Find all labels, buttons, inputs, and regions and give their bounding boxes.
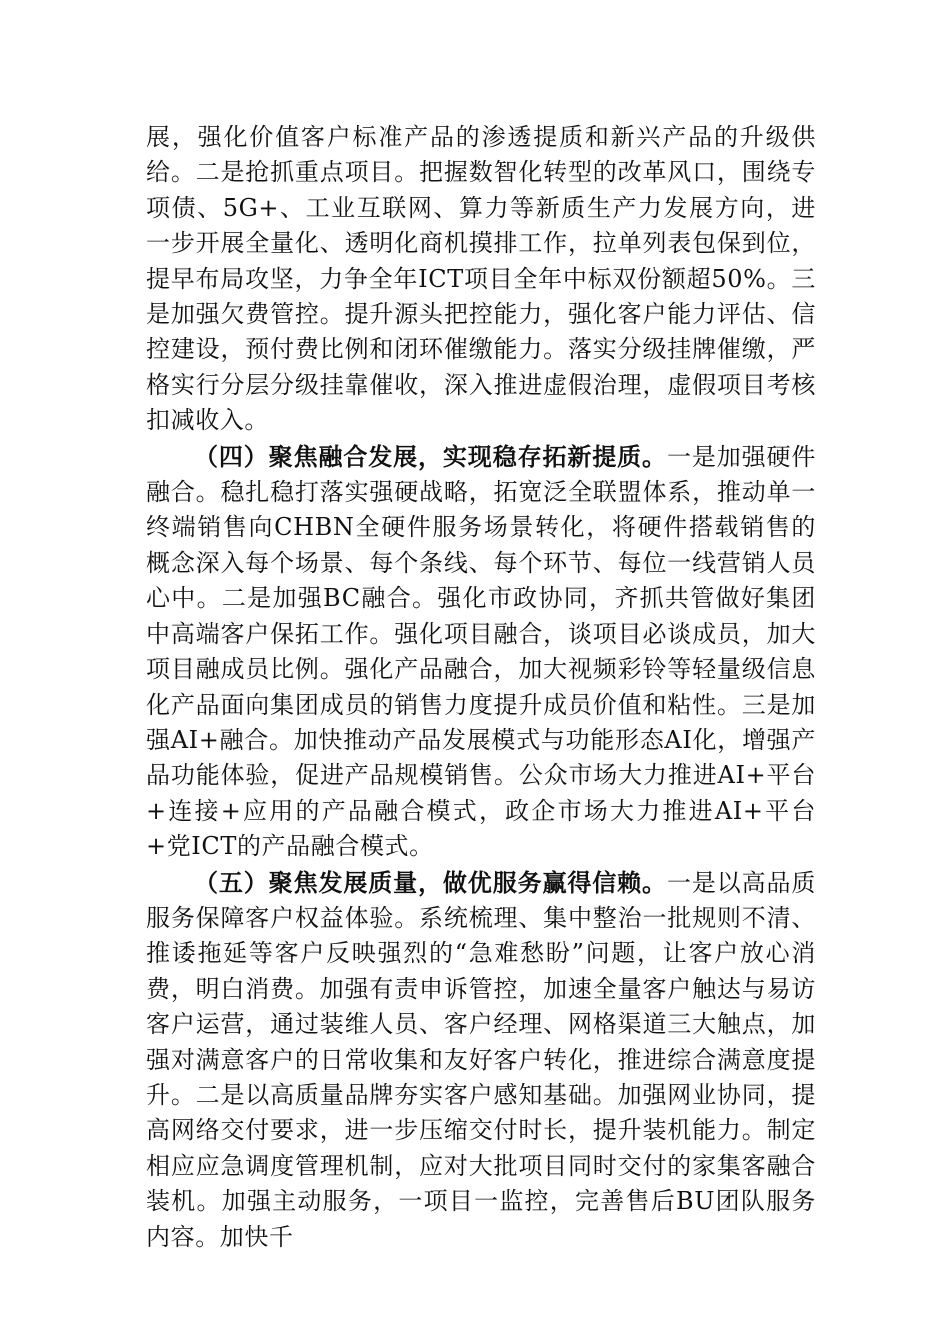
paragraph-body: 一是以高品质服务保障客户权益体验。系统梳理、集中整治一批规则不清、推诿拖延等客户反映强烈的“急难愁盼”问题，让客户放心消费，明白消费。加强有责申诉管控，加速全量客户触达与易访客户运营，通过装维人员、客户经理、网格渠道三大触点，加强对满意客户的日常收集和友好客户转化，推进综合满意度提升。二是以高质量品牌夯实客户感知基础。加强网业协同，提高网络交付要求，进一步压缩交付时长，提升装机能力。制定相应应急调度管理机制，应对大批项目同时交付的家集客融合装机。加强主动服务，一项目一监控，完善售后BU团队服务内容。加快千 xyxy=(146,868,816,1251)
paragraph-body: 展，强化价值客户标准产品的渗透提质和新兴产品的升级供给。二是抢抓重点项目。把握数智化转型的改革风口，围绕专项债、5G+、工业互联网、算力等新质生产力发展方向，进一步开展全量化、透明化商机摸排工作，拉单列表包保到位，提早布局攻坚，力争全年ICT项目全年中标双份额超50%。三是加强欠费管控。提升源头把控能力，强化客户能力评估、信控建设，预付费比例和闭环催缴能力。落实分级挂牌催缴，严格实行分层分级挂靠催收，深入推进虚假治理，虚假项目考核扣减收入。 xyxy=(146,123,816,435)
section-heading: （四）聚焦融合发展，实现稳存拓新提质。 xyxy=(194,441,667,471)
paragraph-section-4 xyxy=(146,439,816,865)
document-body xyxy=(146,120,816,1255)
paragraph-body: 一是加强硬件融合。稳扎稳打落实强硬战略，拓宽泛全联盟体系，推动单一终端销售向CHBN全硬件服务场景转化，将硬件搭载销售的概念深入每个场景、每个条线、每个环节、每位一线营销人员心中。二是加强BC融合。强化市政协同，齐抓共管做好集团中高端客户保拓工作。强化项目融合，谈项目必谈成员，加大项目融成员比例。强化产品融合，加大视频彩铃等轻量级信息化产品面向集团成员的销售力度提升成员价值和粘性。三是加强AI+融合。加快推动产品发展模式与功能形态AI化，增强产品功能体验，促进产品规模销售。公众市场大力推进AI+平台+连接+应用的产品融合模式，政企市场大力推进AI+平台+党ICT的产品融合模式。 xyxy=(146,442,816,861)
paragraph-continuation xyxy=(146,120,816,439)
section-heading: （五）聚焦发展质量，做优服务赢得信赖。 xyxy=(194,867,667,897)
paragraph-section-5 xyxy=(146,865,816,1255)
